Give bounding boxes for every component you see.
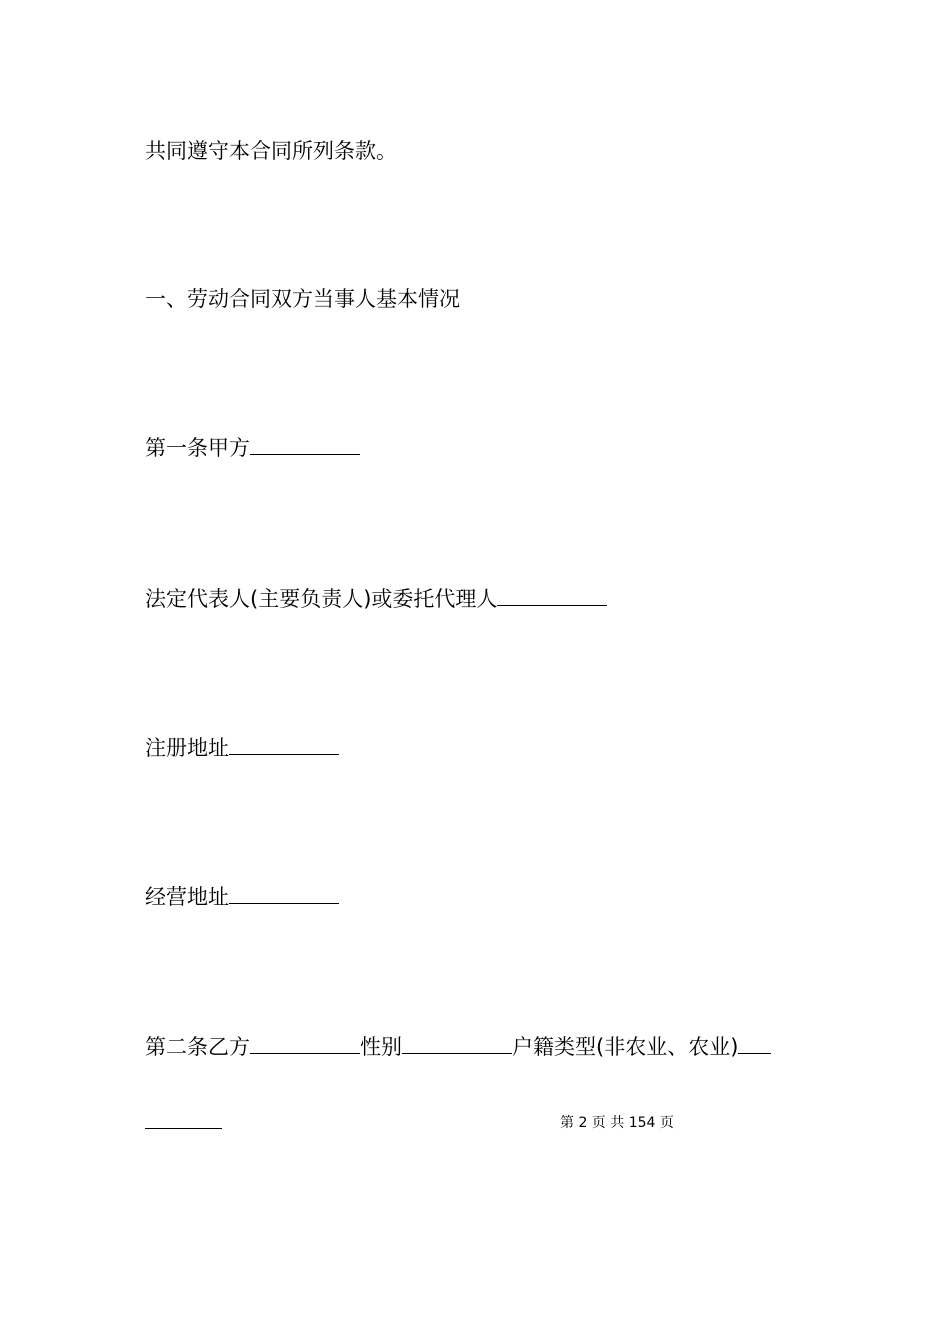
section-heading-basic-info bbox=[145, 285, 460, 313]
party-a-blank[interactable] bbox=[250, 434, 360, 455]
business-address-blank[interactable] bbox=[229, 883, 339, 904]
party-b-blank[interactable] bbox=[250, 1033, 360, 1054]
section-heading-text: 一、劳动合同双方当事人基本情况 bbox=[145, 287, 460, 311]
registered-address-label: 注册地址 bbox=[145, 736, 229, 760]
business-address-label: 经营地址 bbox=[145, 885, 229, 909]
legal-representative-line bbox=[145, 585, 607, 613]
legal-representative-blank[interactable] bbox=[497, 585, 607, 606]
household-type-label: 户籍类型(非农业、农业) bbox=[512, 1035, 739, 1059]
household-type-blank[interactable] bbox=[738, 1033, 771, 1054]
party-b-label: 第二条乙方 bbox=[145, 1035, 250, 1059]
registered-address-blank[interactable] bbox=[229, 734, 339, 755]
gender-blank[interactable] bbox=[402, 1033, 512, 1054]
paragraph-clauses bbox=[145, 137, 397, 165]
registered-address-line bbox=[145, 734, 339, 762]
continuation-blank-line bbox=[145, 1108, 222, 1136]
article-2-party-b bbox=[145, 1033, 771, 1061]
article-1-party-a bbox=[145, 434, 360, 462]
party-a-label: 第一条甲方 bbox=[145, 436, 250, 460]
gender-label: 性别 bbox=[360, 1035, 402, 1059]
legal-representative-label: 法定代表人(主要负责人)或委托代理人 bbox=[145, 587, 498, 611]
page-number: 第 2 页 共 154 页 bbox=[560, 1115, 674, 1131]
business-address-line bbox=[145, 883, 339, 911]
household-type-blank-continued[interactable] bbox=[145, 1108, 222, 1129]
page-footer bbox=[560, 1113, 674, 1133]
clauses-text: 共同遵守本合同所列条款。 bbox=[145, 139, 397, 163]
